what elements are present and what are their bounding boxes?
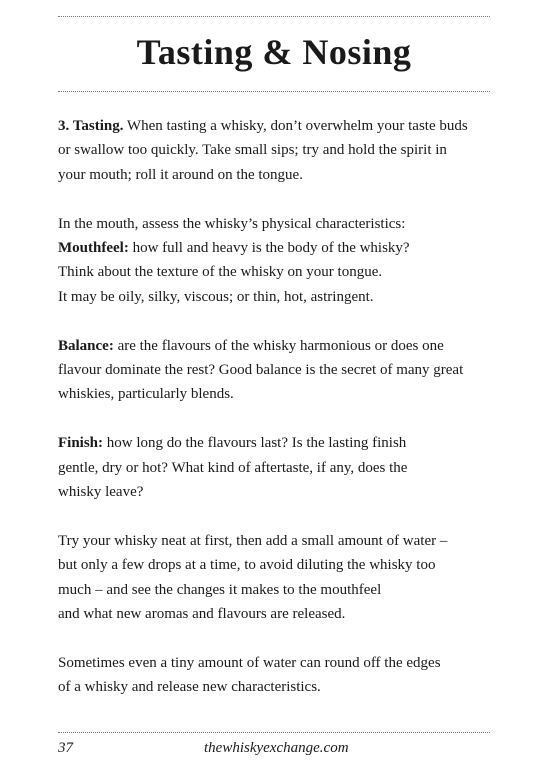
line-text: whiskies, particularly blends. [58, 386, 234, 403]
text-line [58, 480, 490, 504]
line-text: how long do the flavours last? Is the lasting finish [103, 435, 407, 452]
website-link[interactable]: thewhiskyexchange.com [204, 740, 349, 756]
line-text: but only a few drops at a time, to avoid diluting the whisky too [58, 557, 436, 574]
text-line [58, 212, 490, 236]
text-line [58, 553, 490, 577]
line-text: It may be oily, silky, viscous; or thin, hot, astringent. [58, 288, 374, 305]
text-line [58, 236, 490, 260]
line-text: When tasting a whisky, don’t overwhelm your taste buds [123, 118, 468, 134]
text-line [58, 163, 490, 187]
line-text: how full and heavy is the body of the whisky? [128, 240, 410, 257]
bold-term: Finish: [58, 435, 104, 452]
text-line [58, 358, 490, 382]
text-line [58, 334, 490, 358]
footer-dotted-rule [58, 732, 490, 733]
line-text: In the mouth, assess the whisky’s physical characteristics: [58, 215, 406, 232]
line-text: Think about the texture of the whisky on your tongue. [58, 264, 383, 281]
text-line [58, 285, 490, 309]
document-page [58, 0, 490, 783]
line-text: or swallow too quickly. Take small sips; try and hold the spirit in [58, 142, 447, 159]
text-line [58, 431, 490, 455]
text-line [58, 382, 490, 406]
text-line [58, 602, 490, 626]
paragraph [58, 431, 490, 504]
page-footer [58, 740, 490, 764]
page-number: 37 [58, 740, 73, 756]
text-line [58, 578, 490, 602]
top-dotted-rule [58, 16, 490, 17]
paragraph [58, 114, 490, 187]
text-line [58, 138, 490, 162]
line-text: and what new aromas and flavours are released. [58, 606, 346, 623]
line-text: flavour dominate the rest? Good balance is the secret of many great [58, 362, 464, 379]
text-line [58, 260, 490, 284]
text-line [58, 529, 490, 553]
text-line [58, 456, 490, 480]
line-text: of a whisky and release new characteristics. [58, 679, 321, 696]
bold-term: Balance: [58, 337, 114, 354]
text-line [58, 651, 490, 675]
line-text: Try your whisky neat at first, then add a small amount of water – [58, 532, 448, 549]
text-line [58, 675, 490, 699]
paragraph [58, 529, 490, 627]
paragraph [58, 651, 490, 700]
paragraph [58, 212, 490, 310]
text-line [58, 114, 490, 138]
bold-term: Mouthfeel: [58, 240, 129, 257]
line-text: Sometimes even a tiny amount of water can round off the edges [58, 654, 441, 671]
line-text: are the flavours of the whisky harmonious or does one [113, 337, 444, 354]
line-text: gentle, dry or hot? What kind of aftertaste, if any, does the [58, 459, 408, 476]
line-text: whisky leave? [58, 484, 144, 501]
paragraph [58, 334, 490, 407]
page-title: Tasting & Nosing [136, 32, 412, 72]
body-text [58, 114, 490, 724]
line-text: much – and see the changes it makes to the mouthfeel [58, 581, 382, 598]
title-dotted-rule [58, 91, 490, 92]
line-text: your mouth; roll it around on the tongue. [58, 166, 303, 183]
bold-term: 3. Tasting. [58, 118, 124, 134]
